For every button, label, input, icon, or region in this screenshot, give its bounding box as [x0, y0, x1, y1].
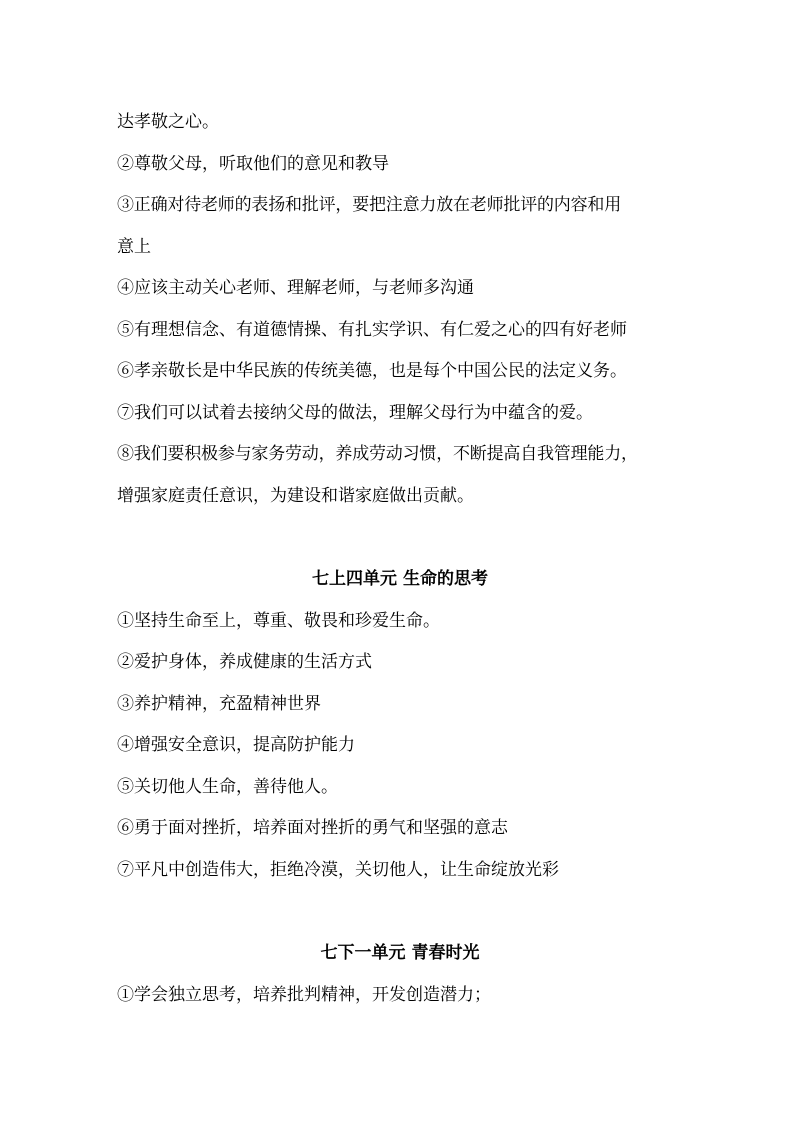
- text-line: ⑥孝亲敬长是中华民族的传统美德，也是每个中国公民的法定义务。: [117, 361, 627, 381]
- text-line: ③养护精神，充盈精神世界: [117, 693, 321, 714]
- text-line: ②尊敬父母，听取他们的意见和教导: [117, 153, 389, 174]
- section-heading: 七下一单元 青春时光: [320, 943, 480, 963]
- document-body: [117, 102, 683, 1016]
- text-line: ④增强安全意识，提高防护能力: [117, 735, 355, 755]
- section-heading: 七上四单元 生命的思考: [312, 569, 488, 589]
- text-line: ⑦我们可以试着去接纳父母的做法，理解父母行为中蕴含的爱。: [117, 402, 593, 423]
- text-line: ⑧我们要积极参与家务劳动，养成劳动习惯，不断提高自我管理能力，: [117, 444, 638, 464]
- text-line: ①学会独立思考，培养批判精神，开发创造潜力；: [117, 984, 491, 1005]
- section-spacer: [117, 891, 683, 933]
- text-line: 意上: [117, 236, 151, 257]
- text-line: ①坚持生命至上，尊重、敬畏和珍爱生命。: [117, 610, 440, 631]
- text-line: ⑥勇于面对挫折，培养面对挫折的勇气和坚强的意志: [117, 818, 508, 838]
- text-line: ⑦平凡中创造伟大，拒绝冷漠，关切他人，让生命绽放光彩: [117, 859, 559, 880]
- text-line: ⑤关切他人生命，善待他人。: [117, 776, 338, 797]
- text-line: ②爱护身体，养成健康的生活方式: [117, 652, 372, 672]
- text-line: ④应该主动关心老师、理解老师，与老师多沟通: [117, 278, 474, 298]
- text-line: ③正确对待老师的表扬和批评，要把注意力放在老师批评的内容和用: [117, 195, 621, 215]
- text-line: 增强家庭责任意识，为建设和谐家庭做出贡献。: [117, 485, 474, 506]
- section-spacer: [117, 517, 683, 559]
- text-line: ⑤有理想信念、有道德情操、有扎实学识、有仁爱之心的四有好老师: [117, 319, 627, 340]
- text-line: 达孝敬之心。: [117, 112, 219, 132]
